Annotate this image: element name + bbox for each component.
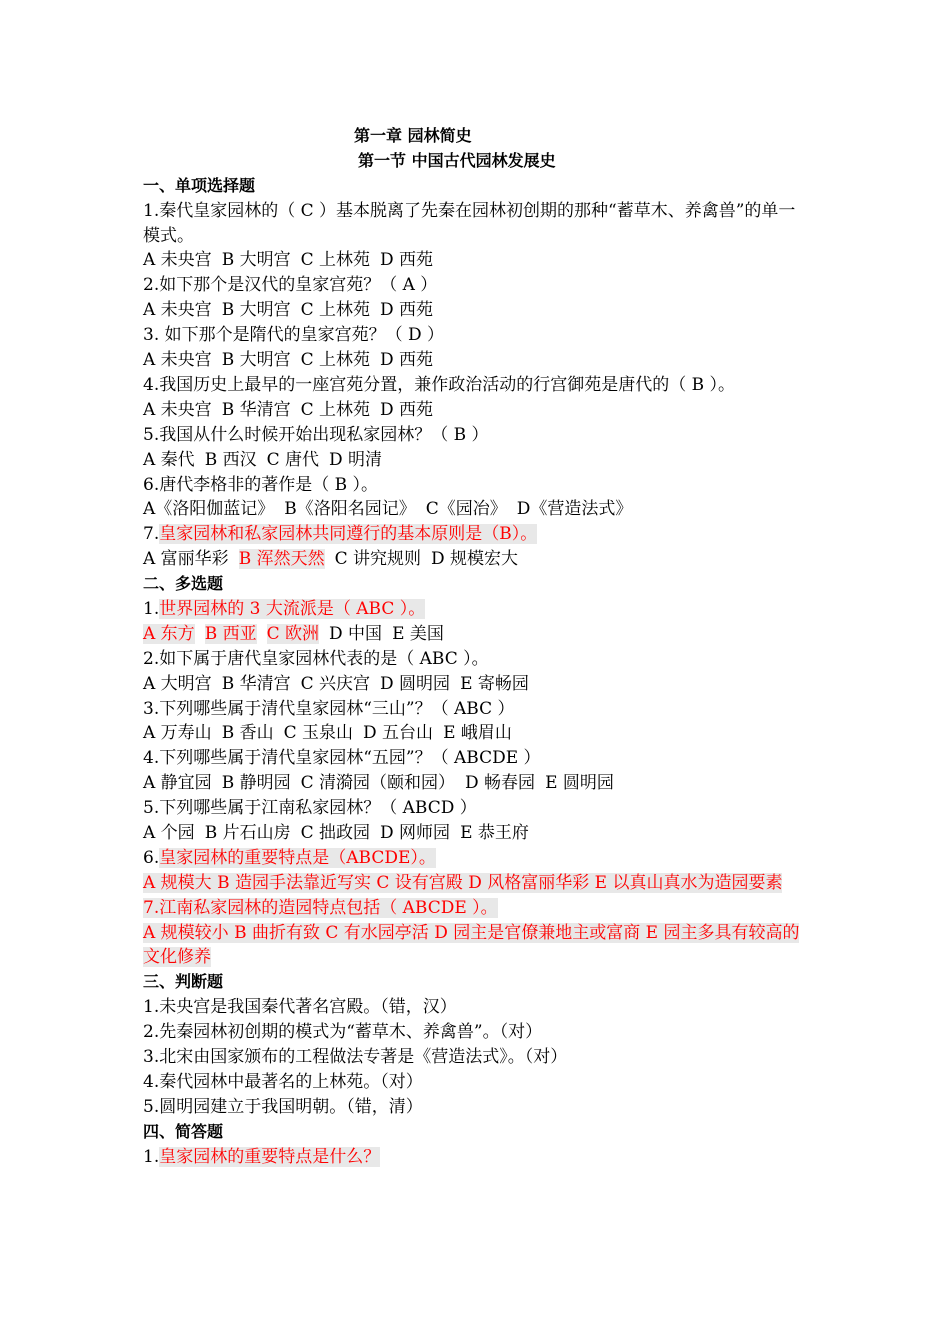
judgment-item: 2.先秦园林初创期的模式为“蓄草木、养禽兽”。（对） [143, 1022, 543, 1043]
highlighted-text: 世界园林的 3 大流派是（ ABC ）。 [159, 598, 426, 619]
highlighted-text: 皇家园林的重要特点是什么？ [159, 1146, 381, 1167]
option: C 兴庆宫 [300, 673, 371, 694]
question-options [143, 348, 808, 373]
option: E 寄畅园 [460, 673, 529, 694]
option: D 西苑 [380, 350, 434, 371]
option: A 个园 [143, 822, 195, 843]
option: A 静宜园 [143, 773, 212, 794]
option: A 未央宫 [143, 250, 212, 271]
section-title: 第一节 中国古代园林发展史 [358, 150, 556, 170]
question-options [143, 622, 808, 647]
question-options [143, 298, 808, 323]
option: B 香山 [221, 723, 274, 744]
judgment-item: 1.未央宫是我国秦代著名宫殿。（错，汉） [143, 997, 457, 1018]
highlighted-text: A 规模较小 B 曲折有致 C 有水园亭活 D 园主是官僚兼地主或富商 E 园主多具有较高的文化修养 [143, 922, 800, 968]
option: A 未央宫 [143, 399, 212, 420]
option: D 规模宏大 [431, 549, 519, 570]
option: A 富丽华彩 [143, 549, 229, 570]
option: B 华清宫 [221, 673, 291, 694]
question-number: 7. [143, 524, 160, 545]
option: A《洛阳伽蓝记》 [143, 499, 275, 520]
option: C《园冶》 [425, 499, 507, 520]
option: E 峨眉山 [443, 723, 512, 744]
option: C 玉泉山 [283, 723, 354, 744]
option: D《营造法式》 [516, 499, 633, 520]
option: C 讲究规则 [334, 549, 422, 570]
option: D 明清 [329, 449, 383, 470]
option: C 清漪园（颐和园） [300, 773, 456, 794]
question-text-highlighted [143, 597, 808, 622]
option: C 上林苑 [300, 250, 371, 271]
option: A 未央宫 [143, 350, 212, 371]
question-text: 2.如下属于唐代皇家园林代表的是（ ABC ）。 [143, 648, 489, 669]
question-text: 5.下列哪些属于江南私家园林？（ ABCD ） [143, 798, 477, 819]
question-options [143, 672, 808, 697]
option: C 上林苑 [300, 399, 371, 420]
section-heading-single-choice: 一、单项选择题 [143, 175, 256, 195]
question-text-highlighted [143, 1145, 808, 1170]
document-content [143, 124, 808, 1170]
question-number: 1. [143, 1146, 160, 1167]
question-text: 2.如下那个是汉代的皇家宫苑？（ A ） [143, 275, 438, 296]
highlighted-text: 7.江南私家园林的造园特点包括（ ABCDE ）。 [143, 897, 498, 918]
judgment-item: 5.圆明园建立于我国明朝。（错，清） [143, 1096, 423, 1117]
question-options [143, 398, 808, 423]
option: D 畅春园 [465, 773, 536, 794]
question-text-highlighted [143, 846, 808, 871]
option: C 唐代 [266, 449, 320, 470]
section-heading-short-answer: 四、简答题 [143, 1121, 224, 1141]
section-heading-multiple-choice: 二、多选题 [143, 574, 224, 594]
highlighted-text: 皇家园林的重要特点是（ABCDE）。 [159, 847, 436, 868]
option: B 大明宫 [221, 350, 291, 371]
option: B 片石山房 [204, 822, 291, 843]
option: D 西苑 [380, 399, 434, 420]
option-highlighted: B 浑然天然 [238, 549, 325, 570]
question-options [143, 771, 808, 796]
question-text: 3.下列哪些属于清代皇家园林“三山”？（ ABC ） [143, 698, 515, 719]
question-text: 4.我国历史上最早的一座宫苑分置，兼作政治活动的行宫御苑是唐代的（ B ）。 [143, 374, 736, 395]
question-options-highlighted [143, 921, 808, 971]
judgment-item: 4.秦代园林中最著名的上林苑。（对） [143, 1071, 423, 1092]
question-text: 6.唐代李格非的著作是（ B ）。 [143, 474, 379, 495]
question-options [143, 248, 808, 273]
question-options [143, 547, 808, 572]
chapter-title: 第一章 园林简史 [354, 126, 472, 145]
option: A 万寿山 [143, 723, 212, 744]
question-options [143, 448, 808, 473]
option: C 上林苑 [300, 350, 371, 371]
option: B《洛阳名园记》 [284, 499, 416, 520]
option: E 恭王府 [460, 822, 529, 843]
section-heading-true-false: 三、判断题 [143, 972, 224, 992]
option: E 美国 [392, 623, 444, 644]
option: D 网师园 [380, 822, 451, 843]
question-text: 3. 如下那个是隋代的皇家宫苑？（ D ） [143, 325, 445, 346]
question-text-highlighted [143, 522, 808, 547]
option: B 静明园 [221, 773, 291, 794]
question-options-highlighted [143, 871, 808, 896]
option: E 圆明园 [545, 773, 614, 794]
option: D 五台山 [363, 723, 434, 744]
option: C 拙政园 [300, 822, 371, 843]
question-text: 5.我国从什么时候开始出现私家园林？（ B ） [143, 424, 489, 445]
question-options [143, 497, 808, 522]
option: D 西苑 [380, 300, 434, 321]
highlighted-text: 皇家园林和私家园林共同遵行的基本原则是（B）。 [159, 524, 538, 545]
option-highlighted: C 欧洲 [266, 623, 320, 644]
option: D 中国 [329, 623, 383, 644]
option-highlighted: B 西亚 [204, 623, 257, 644]
question-text-highlighted [143, 896, 808, 921]
option: A 秦代 [143, 449, 195, 470]
option: B 西汉 [204, 449, 257, 470]
judgment-item: 3.北宋由国家颁布的工程做法专著是《营造法式》。（对） [143, 1047, 568, 1068]
option: B 华清宫 [221, 399, 291, 420]
option: D 西苑 [380, 250, 434, 271]
option: C 上林苑 [300, 300, 371, 321]
option-highlighted: A 东方 [143, 623, 195, 644]
question-options [143, 721, 808, 746]
option: B 大明宫 [221, 300, 291, 321]
question-text: 1.秦代皇家园林的（ C ）基本脱离了先秦在园林初创期的那种“蓄草木、养禽兽”的单一模式。 [143, 200, 796, 246]
highlighted-text: A 规模大 B 造园手法靠近写实 C 设有宫殿 D 风格富丽华彩 E 以真山真水为造园要素 [143, 872, 783, 893]
option: A 大明宫 [143, 673, 212, 694]
option: D 圆明园 [380, 673, 451, 694]
question-text: 4.下列哪些属于清代皇家园林“五园”？（ ABCDE ） [143, 748, 541, 769]
question-options [143, 821, 808, 846]
option: B 大明宫 [221, 250, 291, 271]
question-number: 1. [143, 598, 160, 619]
option: A 未央宫 [143, 300, 212, 321]
question-number: 6. [143, 847, 160, 868]
